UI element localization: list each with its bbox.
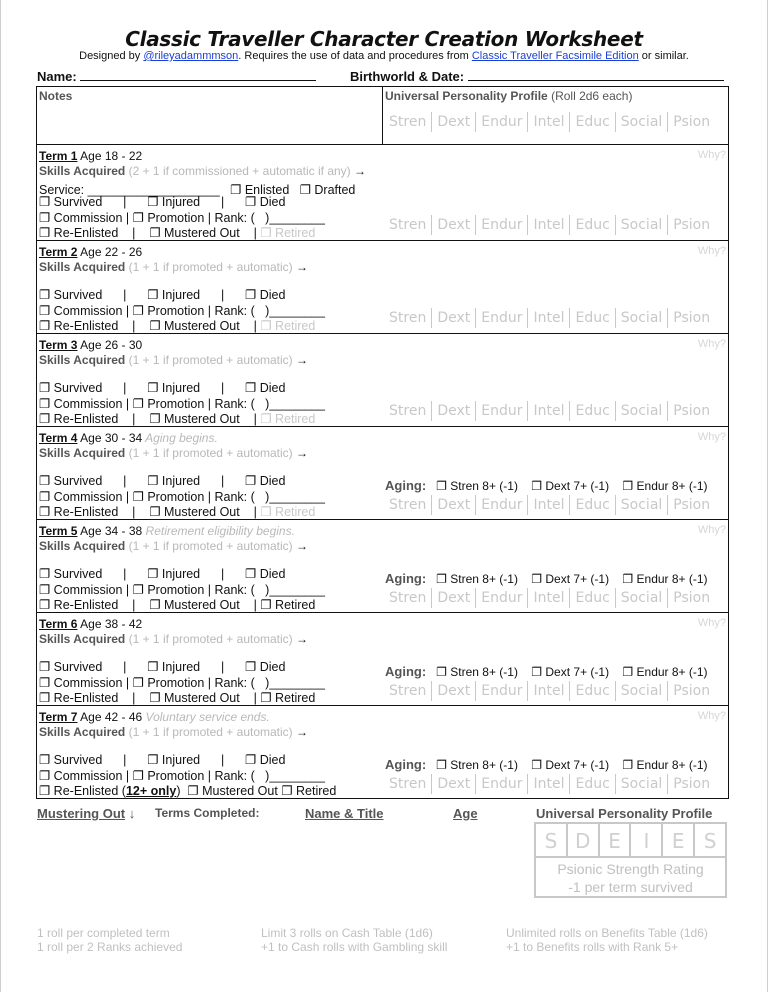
stat-psion[interactable]: Psion xyxy=(673,403,711,419)
stat-endur[interactable]: Endur xyxy=(476,588,528,608)
psionic-rating[interactable] xyxy=(536,858,725,896)
term-note: Aging begins. xyxy=(142,431,218,445)
retired-checkbox: ❐ Retired xyxy=(260,319,316,333)
stat-social[interactable]: Social xyxy=(616,588,669,608)
term-ages: Age 42 - 46 xyxy=(77,710,143,724)
term-header xyxy=(39,245,142,259)
stat-educ[interactable]: Educ xyxy=(570,308,615,328)
stat-dext[interactable]: Dext xyxy=(432,774,476,794)
stat-endur[interactable]: Endur xyxy=(476,681,528,701)
stat-stren[interactable]: Stren xyxy=(389,308,432,328)
stat-educ[interactable]: Educ xyxy=(570,588,615,608)
stat-dext[interactable]: Dext xyxy=(432,112,476,132)
aging-stren-checkbox[interactable]: ❐ Stren 8+ (-1) xyxy=(436,479,518,493)
commission-row[interactable]: ❐ Commission | ❐ Promotion | Rank: ( )________ xyxy=(39,583,325,597)
term-5 xyxy=(36,520,729,613)
skills-label: Skills Acquired xyxy=(39,260,126,274)
aging-endur-checkbox[interactable]: ❐ Endur 8+ (-1) xyxy=(622,665,708,679)
name-field[interactable] xyxy=(37,69,316,84)
footer-line: +1 to Benefits rolls with Rank 5+ xyxy=(506,940,679,954)
term-stats xyxy=(389,495,715,515)
stat-social[interactable]: Social xyxy=(616,308,669,328)
name-line[interactable] xyxy=(80,70,316,81)
skills-acquired xyxy=(39,164,366,178)
notes-divider xyxy=(382,87,383,144)
skills-acquired xyxy=(39,260,308,274)
stat-social[interactable]: Social xyxy=(616,495,669,515)
aging-endur-checkbox[interactable]: ❐ Endur 8+ (-1) xyxy=(622,572,708,586)
term-stats xyxy=(389,308,715,328)
book-link[interactable]: Classic Traveller Facsimile Edition xyxy=(471,50,639,62)
author-link[interactable]: @rileyadammmson xyxy=(143,50,239,62)
why-label: Why? xyxy=(697,338,726,350)
stat-social[interactable]: Social xyxy=(616,681,669,701)
retired-checkbox: ❐ Retired xyxy=(260,412,316,426)
stat-stren[interactable]: Stren xyxy=(389,495,432,515)
skills-label: Skills Acquired xyxy=(39,539,126,553)
skills-label: Skills Acquired xyxy=(39,164,126,178)
stat-dext[interactable]: Dext xyxy=(432,588,476,608)
retired-checkbox[interactable]: ❐ Retired xyxy=(260,691,316,705)
term-2 xyxy=(36,241,729,334)
stat-stren[interactable]: Stren xyxy=(389,215,432,235)
stat-dext[interactable]: Dext xyxy=(432,681,476,701)
aging-label: Aging: xyxy=(385,664,427,679)
skills-acquired xyxy=(39,446,308,460)
aging-label: Aging: xyxy=(385,757,427,772)
stat-dext[interactable]: Dext xyxy=(432,215,476,235)
aging-row xyxy=(385,757,708,772)
stat-social[interactable]: Social xyxy=(616,215,669,235)
birthworld-field[interactable] xyxy=(350,69,724,84)
skills-hint: (1 + 1 if promoted + automatic) xyxy=(125,353,293,367)
stat-intel[interactable]: Intel xyxy=(528,774,570,794)
stat-social[interactable]: Social xyxy=(616,112,669,132)
term-7 xyxy=(36,706,729,799)
reenlist-row[interactable] xyxy=(39,504,315,519)
mustering-out-label: Mustering Out xyxy=(37,806,126,821)
skills-hint: (1 + 1 if promoted + automatic) xyxy=(125,446,293,460)
age-label[interactable]: Age xyxy=(453,806,478,821)
stat-educ[interactable]: Educ xyxy=(570,681,615,701)
footer-line: Limit 3 rolls on Cash Table (1d6) xyxy=(261,926,433,940)
stat-intel[interactable]: Intel xyxy=(528,112,570,132)
arrow-icon: → xyxy=(296,353,309,367)
service-field[interactable]: Service: ___________________ xyxy=(39,183,220,197)
term-header xyxy=(39,338,142,352)
stat-educ[interactable]: Educ xyxy=(570,401,615,421)
term-stats xyxy=(389,588,715,608)
skills-label: Skills Acquired xyxy=(39,446,126,460)
aging-endur-checkbox[interactable]: ❐ Endur 8+ (-1) xyxy=(622,479,708,493)
term-stats xyxy=(389,401,715,421)
upp-cell-i[interactable]: I xyxy=(631,824,663,856)
skills-hint: (2 + 1 if commissioned + automatic if any) xyxy=(125,164,351,178)
reenlist-row[interactable] xyxy=(39,225,315,240)
aging-dext-checkbox[interactable]: ❐ Dext 7+ (-1) xyxy=(531,479,610,493)
skills-hint: (1 + 1 if promoted + automatic) xyxy=(125,725,293,739)
term-name: Term 4 xyxy=(39,431,78,445)
aging-stren-checkbox[interactable]: ❐ Stren 8+ (-1) xyxy=(436,758,518,772)
stat-endur[interactable]: Endur xyxy=(476,495,528,515)
arrow-icon: → xyxy=(296,632,309,646)
term-header xyxy=(39,431,218,445)
stat-endur[interactable]: Endur xyxy=(476,308,528,328)
stat-psion[interactable]: Psion xyxy=(673,310,711,326)
reenlist-row[interactable] xyxy=(39,690,315,705)
subtitle-suffix: or similar. xyxy=(638,50,689,62)
final-upp-label: Universal Personality Profile xyxy=(536,806,713,821)
term-ages: Age 22 - 26 xyxy=(77,245,143,259)
commission-row[interactable]: ❐ Commission | ❐ Promotion | Rank: ( )________ xyxy=(39,769,325,783)
birthworld-label: Birthworld & Date: xyxy=(350,69,465,84)
initial-stats xyxy=(389,112,715,132)
commission-row[interactable]: ❐ Commission | ❐ Promotion | Rank: ( )________ xyxy=(39,211,325,225)
why-label: Why? xyxy=(697,710,726,722)
aging-endur-checkbox[interactable]: ❐ Endur 8+ (-1) xyxy=(622,758,708,772)
name-label: Name: xyxy=(37,69,77,84)
term-stats xyxy=(389,774,715,794)
term-4 xyxy=(36,427,729,520)
commission-row[interactable]: ❐ Commission | ❐ Promotion | Rank: ( )________ xyxy=(39,304,325,318)
term-header xyxy=(39,710,270,724)
aging-dext-checkbox[interactable]: ❐ Dext 7+ (-1) xyxy=(531,665,610,679)
final-upp-box[interactable] xyxy=(534,822,727,898)
stat-stren[interactable]: Stren xyxy=(389,588,432,608)
footer-line: Unlimited rolls on Benefits Table (1d6) xyxy=(506,926,708,940)
footer-rolls xyxy=(37,926,182,954)
why-label: Why? xyxy=(697,617,726,629)
stat-intel[interactable]: Intel xyxy=(528,308,570,328)
stat-educ[interactable]: Educ xyxy=(570,112,615,132)
stat-educ[interactable]: Educ xyxy=(570,215,615,235)
why-label: Why? xyxy=(697,149,726,161)
why-label: Why? xyxy=(697,245,726,257)
term-name: Term 2 xyxy=(39,245,78,259)
term-name: Term 7 xyxy=(39,710,78,724)
drafted-checkbox[interactable]: ❐ Drafted xyxy=(299,183,356,197)
upp-cell-e[interactable]: E xyxy=(600,824,632,856)
reenlist-prefix[interactable]: ❐ Re-Enlisted ( xyxy=(39,784,126,798)
stat-intel[interactable]: Intel xyxy=(528,215,570,235)
stat-psion[interactable]: Psion xyxy=(673,497,711,513)
term-header xyxy=(39,524,295,538)
term-ages: Age 38 - 42 xyxy=(77,617,143,631)
term-6 xyxy=(36,613,729,706)
term-stats xyxy=(389,681,715,701)
stat-psion[interactable]: Psion xyxy=(673,683,711,699)
term-note: Voluntary service ends. xyxy=(142,710,270,724)
retired-checkbox: ❐ Retired xyxy=(260,505,316,519)
skills-label: Skills Acquired xyxy=(39,353,126,367)
upp-cell-d[interactable]: D xyxy=(568,824,600,856)
retired-checkbox[interactable]: ❐ Retired xyxy=(281,784,337,798)
term-header xyxy=(39,617,142,631)
term-header xyxy=(39,149,142,163)
reenlist-row[interactable] xyxy=(39,411,315,426)
reenlist-text[interactable]: ❐ Re-Enlisted | ❐ Mustered Out | xyxy=(39,226,257,240)
term-1 xyxy=(36,145,729,241)
reenlist-text[interactable]: ❐ Re-Enlisted | ❐ Mustered Out | xyxy=(39,412,257,426)
term-ages: Age 30 - 34 xyxy=(77,431,143,445)
stat-psion[interactable]: Psion xyxy=(673,114,711,130)
stat-intel[interactable]: Intel xyxy=(528,588,570,608)
skills-hint: (1 + 1 if promoted + automatic) xyxy=(125,539,293,553)
aging-stren-checkbox[interactable]: ❐ Stren 8+ (-1) xyxy=(436,572,518,586)
aging-stren-checkbox[interactable]: ❐ Stren 8+ (-1) xyxy=(436,665,518,679)
footer-line: 1 roll per completed term xyxy=(37,926,170,940)
notes-label: Notes xyxy=(39,89,73,103)
upp-header-title: Universal Personality Profile xyxy=(385,89,548,103)
commission-row[interactable]: ❐ Commission | ❐ Promotion | Rank: ( )________ xyxy=(39,490,325,504)
enlisted-checkbox[interactable]: ❐ Enlisted xyxy=(230,183,290,197)
skills-label: Skills Acquired xyxy=(39,725,126,739)
footer-cash xyxy=(261,926,447,954)
upp-cells xyxy=(536,824,725,858)
stat-psion[interactable]: Psion xyxy=(673,776,711,792)
stat-dext[interactable]: Dext xyxy=(432,401,476,421)
birthworld-line[interactable] xyxy=(468,70,724,81)
term-ages: Age 18 - 22 xyxy=(77,149,143,163)
retired-checkbox[interactable]: ❐ Retired xyxy=(260,598,316,612)
term-stats xyxy=(389,215,715,235)
why-label: Why? xyxy=(697,524,726,536)
survival-row[interactable]: ❐ Survived | ❐ Injured | ❐ Died xyxy=(39,567,286,581)
page-title: Classic Traveller Character Creation Worksheet xyxy=(125,27,643,51)
stat-stren[interactable]: Stren xyxy=(389,774,432,794)
upp-cell-s2[interactable]: S xyxy=(703,829,717,853)
aging-label: Aging: xyxy=(385,571,427,586)
arrow-icon: → xyxy=(296,260,309,274)
subtitle-prefix: Designed by xyxy=(79,50,144,62)
footer-benefits xyxy=(506,926,708,954)
term-name: Term 6 xyxy=(39,617,78,631)
upp-cell-s[interactable]: S xyxy=(536,824,568,856)
stat-psion[interactable]: Psion xyxy=(673,217,711,233)
aging-row xyxy=(385,571,708,586)
why-label: Why? xyxy=(697,431,726,443)
aging-row xyxy=(385,664,708,679)
term-3 xyxy=(36,334,729,427)
reenlist-text[interactable]: ❐ Re-Enlisted | ❐ Mustered Out | xyxy=(39,691,257,705)
skills-acquired xyxy=(39,632,308,646)
notes-box[interactable] xyxy=(36,86,729,145)
footer-line: +1 to Cash rolls with Gambling skill xyxy=(261,940,448,954)
stat-social[interactable]: Social xyxy=(616,774,669,794)
term-note: Retirement eligibility begins. xyxy=(142,524,295,538)
arrow-down-icon: ↓ xyxy=(128,806,136,821)
stat-endur[interactable]: Endur xyxy=(476,774,528,794)
survival-row[interactable]: ❐ Survived | ❐ Injured | ❐ Died xyxy=(39,381,286,395)
reenlist-text[interactable]: ❐ Re-Enlisted | ❐ Mustered Out | xyxy=(39,505,257,519)
survival-row[interactable]: ❐ Survived | ❐ Injured | ❐ Died xyxy=(39,195,286,209)
stat-dext[interactable]: Dext xyxy=(432,495,476,515)
reenlist-row[interactable] xyxy=(39,783,336,798)
subtitle xyxy=(0,50,768,62)
name-title-label[interactable]: Name & Title xyxy=(305,806,384,821)
arrow-icon: → xyxy=(354,164,367,178)
reenlist-text[interactable]: ❐ Re-Enlisted | ❐ Mustered Out | xyxy=(39,319,257,333)
mustering-out-heading xyxy=(37,806,135,821)
stat-intel[interactable]: Intel xyxy=(528,495,570,515)
upp-cell-e2[interactable]: E xyxy=(663,824,695,856)
skills-acquired xyxy=(39,725,308,739)
stat-intel[interactable]: Intel xyxy=(528,681,570,701)
reenlist-row[interactable] xyxy=(39,597,315,612)
commission-row[interactable]: ❐ Commission | ❐ Promotion | Rank: ( )________ xyxy=(39,397,325,411)
term-name: Term 1 xyxy=(39,149,78,163)
arrow-icon: → xyxy=(296,725,309,739)
skills-acquired xyxy=(39,539,308,553)
terms-completed-label[interactable]: Terms Completed: xyxy=(155,806,260,820)
commission-row[interactable]: ❐ Commission | ❐ Promotion | Rank: ( )________ xyxy=(39,676,325,690)
reenlist-suffix[interactable]: ) ❐ Mustered Out xyxy=(176,784,278,798)
arrow-icon: → xyxy=(296,539,309,553)
term-name: Term 3 xyxy=(39,338,78,352)
retired-checkbox: ❐ Retired xyxy=(260,226,316,240)
skills-hint: (1 + 1 if promoted + automatic) xyxy=(125,260,293,274)
stat-endur[interactable]: Endur xyxy=(476,112,528,132)
survival-row[interactable]: ❐ Survived | ❐ Injured | ❐ Died xyxy=(39,288,286,302)
stat-endur[interactable]: Endur xyxy=(476,401,528,421)
term-ages: Age 34 - 38 xyxy=(77,524,143,538)
stat-educ[interactable]: Educ xyxy=(570,774,615,794)
aging-dext-checkbox[interactable]: ❐ Dext 7+ (-1) xyxy=(531,572,610,586)
psionic-note: -1 per term survived xyxy=(568,879,693,895)
stat-endur[interactable]: Endur xyxy=(476,215,528,235)
aging-dext-checkbox[interactable]: ❐ Dext 7+ (-1) xyxy=(531,758,610,772)
footer-line: 1 roll per 2 Ranks achieved xyxy=(37,940,183,954)
stat-psion[interactable]: Psion xyxy=(673,590,711,606)
stat-social[interactable]: Social xyxy=(616,401,669,421)
upp-header-hint: (Roll 2d6 each) xyxy=(547,89,633,103)
upp-header xyxy=(385,89,632,103)
stat-educ[interactable]: Educ xyxy=(570,495,615,515)
stat-dext[interactable]: Dext xyxy=(432,308,476,328)
term-name: Term 5 xyxy=(39,524,78,538)
psionic-title: Psionic Strength Rating xyxy=(557,861,704,877)
stat-stren[interactable]: Stren xyxy=(389,112,432,132)
reenlist-row[interactable] xyxy=(39,318,315,333)
aging-label: Aging: xyxy=(385,478,427,493)
skills-label: Skills Acquired xyxy=(39,632,126,646)
skills-hint: (1 + 1 if promoted + automatic) xyxy=(125,632,293,646)
subtitle-middle: . Requires the use of data and procedures from xyxy=(238,50,472,62)
survival-row[interactable]: ❐ Survived | ❐ Injured | ❐ Died xyxy=(39,474,286,488)
term-ages: Age 26 - 30 xyxy=(77,338,143,352)
arrow-icon: → xyxy=(296,446,309,460)
stat-intel[interactable]: Intel xyxy=(528,401,570,421)
skills-acquired xyxy=(39,353,308,367)
aging-row xyxy=(385,478,708,493)
stat-stren[interactable]: Stren xyxy=(389,681,432,701)
survival-row[interactable]: ❐ Survived | ❐ Injured | ❐ Died xyxy=(39,660,286,674)
reenlist-condition: 12+ only xyxy=(125,784,177,798)
reenlist-text[interactable]: ❐ Re-Enlisted | ❐ Mustered Out | xyxy=(39,598,257,612)
stat-stren[interactable]: Stren xyxy=(389,401,432,421)
survival-row[interactable]: ❐ Survived | ❐ Injured | ❐ Died xyxy=(39,753,286,767)
